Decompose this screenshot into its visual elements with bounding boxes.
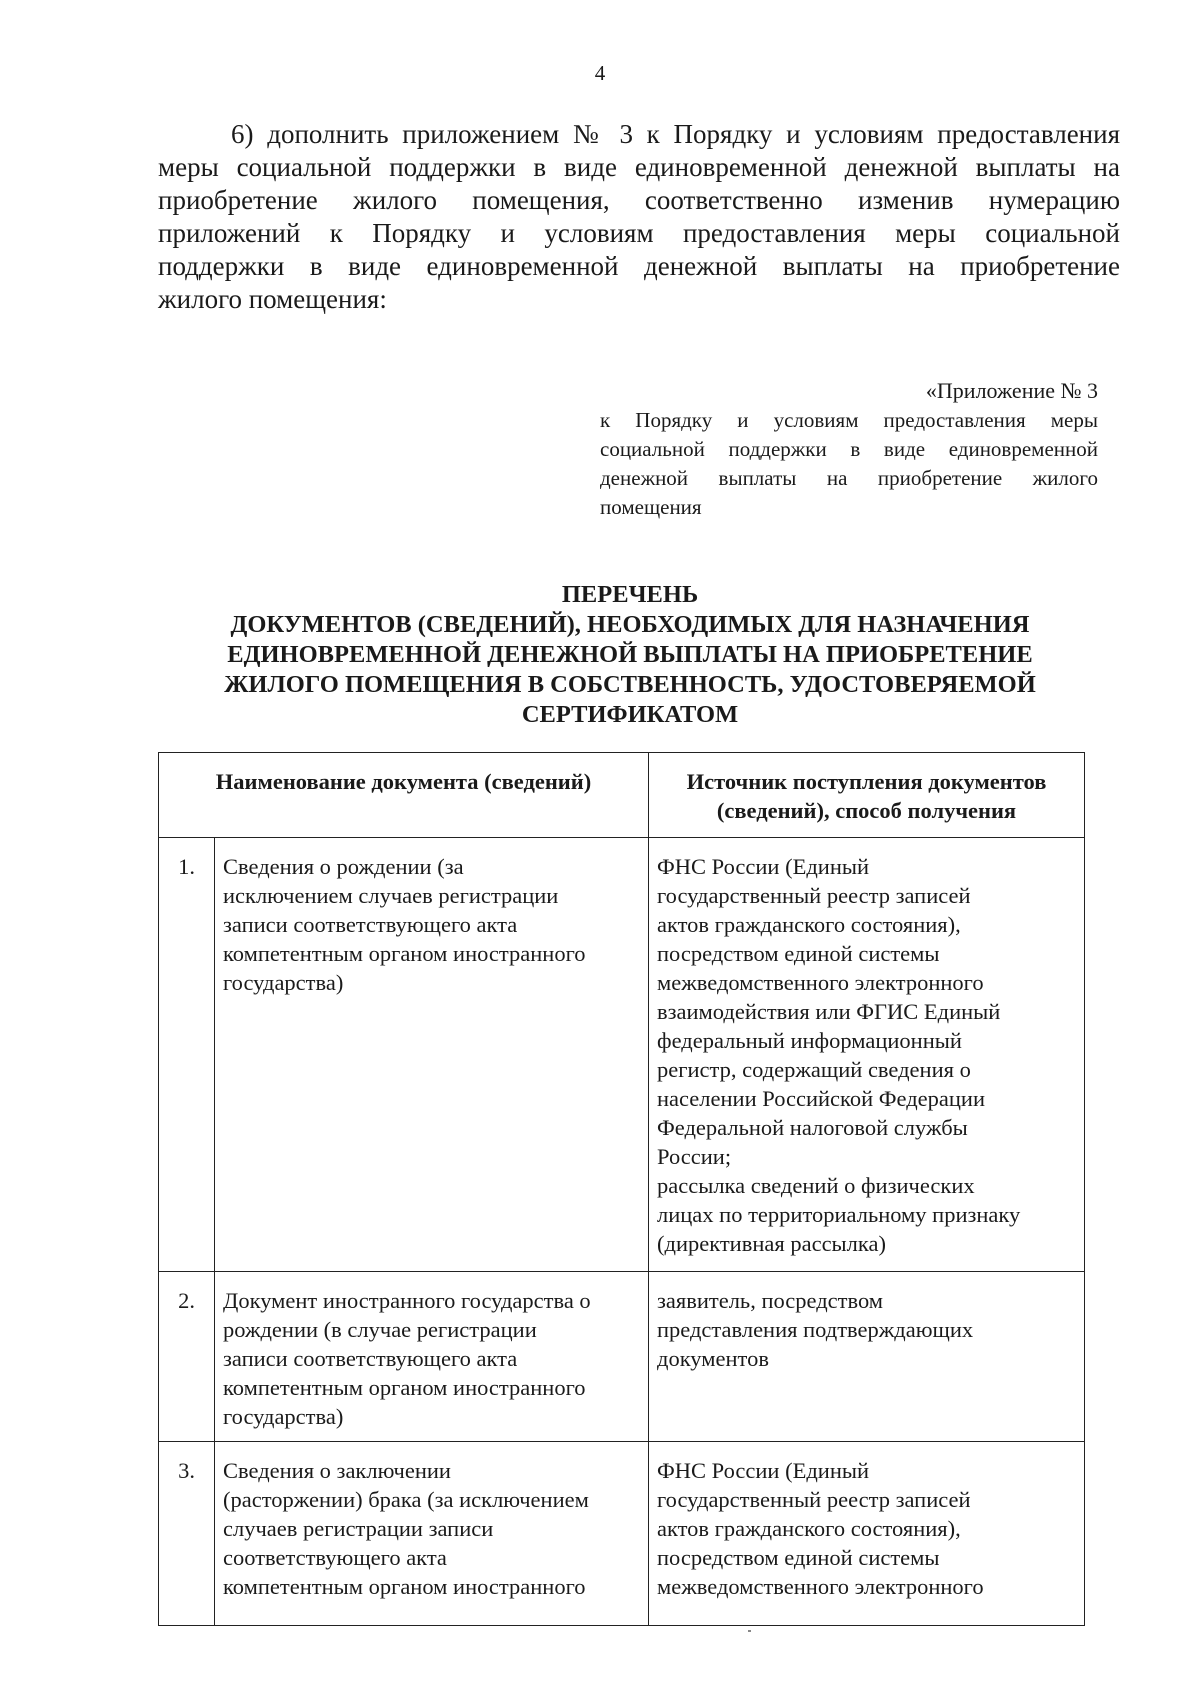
cell-line: компетентным органом иностранного <box>223 1375 586 1400</box>
annex-line: к Порядку и условиям предоставления меры <box>600 408 1098 432</box>
title-line: ПЕРЕЧЕНЬ <box>561 581 699 608</box>
cell-line: записи соответствующего акта <box>223 912 518 937</box>
document-cell <box>215 1442 649 1626</box>
cell-line: представления подтверждающих <box>657 1317 974 1342</box>
document-cell <box>215 1272 649 1442</box>
header-source-line: (сведений), способ получения <box>716 798 1017 823</box>
cell-line: случаев регистрации записи <box>223 1516 494 1541</box>
source-cell <box>649 1442 1085 1626</box>
cell-line: Сведения о рождении (за <box>223 854 464 879</box>
cell-line: посредством единой системы <box>657 941 940 966</box>
cell-line: записи соответствующего акта <box>223 1346 518 1371</box>
cell-line: населении Российской Федерации <box>657 1086 986 1111</box>
cell-line: государственный реестр записей <box>657 1487 971 1512</box>
cell-line: регистр, содержащий сведения о <box>657 1057 971 1082</box>
cell-line: актов гражданского состояния), <box>657 1516 961 1541</box>
row-number: 3. <box>159 1442 215 1626</box>
cell-line: посредством единой системы <box>657 1545 940 1570</box>
cell-line: документов <box>657 1346 769 1371</box>
scan-speck <box>748 1630 751 1632</box>
cell-line: рассылка сведений о физических <box>657 1173 975 1198</box>
document-cell <box>215 838 649 1272</box>
cell-line: компетентным органом иностранного <box>223 1574 586 1599</box>
cell-line: ФНС России (Единый <box>657 1458 870 1483</box>
cell-line: Федеральной налоговой службы <box>657 1115 968 1140</box>
intro-line: 6) дополнить приложением № 3 к Порядку и условиям предоставления <box>231 119 1120 149</box>
intro-line: приложений к Порядку и условиям предоставления меры социальной <box>158 218 1120 248</box>
annex-line: помещения <box>600 495 702 519</box>
cell-line: межведомственного электронного <box>657 1574 984 1599</box>
document-title <box>140 580 1120 730</box>
cell-line: государства) <box>223 1404 344 1429</box>
annex-reference <box>600 376 1098 522</box>
intro-line: поддержки в виде единовременной денежной выплаты на приобретение <box>158 251 1120 281</box>
documents-table <box>158 752 1085 1626</box>
annex-title: «Приложение № 3 <box>925 378 1098 403</box>
cell-line: рождении (в случае регистрации <box>223 1317 537 1342</box>
cell-line: федеральный информационный <box>657 1028 962 1053</box>
cell-line: государственный реестр записей <box>657 883 971 908</box>
title-line: СЕРТИФИКАТОМ <box>521 701 739 728</box>
table-row <box>159 1442 1085 1626</box>
cell-line: (расторжении) брака (за исключением <box>223 1487 589 1512</box>
cell-line: России; <box>657 1144 732 1169</box>
page-number: 4 <box>594 61 606 85</box>
intro-paragraph <box>158 118 1120 316</box>
cell-line: компетентным органом иностранного <box>223 941 586 966</box>
cell-line: заявитель, посредством <box>657 1288 884 1313</box>
cell-line: актов гражданского состояния), <box>657 912 961 937</box>
cell-line: Сведения о заключении <box>223 1458 451 1483</box>
row-number: 1. <box>159 838 215 1272</box>
cell-line: исключением случаев регистрации <box>223 883 559 908</box>
cell-line: ФНС России (Единый <box>657 854 870 879</box>
source-cell <box>649 838 1085 1272</box>
header-document-name: Наименование документа (сведений) <box>159 753 649 838</box>
intro-line: жилого помещения: <box>158 284 387 314</box>
cell-line: взаимодействия или ФГИС Единый <box>657 999 1001 1024</box>
title-line: ЕДИНОВРЕМЕННОЙ ДЕНЕЖНОЙ ВЫПЛАТЫ НА ПРИОБРЕТЕНИЕ <box>227 641 1033 668</box>
table-row <box>159 838 1085 1272</box>
cell-line: (директивная рассылка) <box>657 1231 886 1256</box>
title-line: ЖИЛОГО ПОМЕЩЕНИЯ В СОБСТВЕННОСТЬ, УДОСТОВЕРЯЕМОЙ <box>224 671 1036 698</box>
source-cell <box>649 1272 1085 1442</box>
intro-line: приобретение жилого помещения, соответственно изменив нумерацию <box>158 185 1120 215</box>
table-header-row <box>159 753 1085 838</box>
table-row <box>159 1272 1085 1442</box>
title-line: ДОКУМЕНТОВ (СВЕДЕНИЙ), НЕОБХОДИМЫХ ДЛЯ НАЗНАЧЕНИЯ <box>230 611 1030 638</box>
cell-line: соответствующего акта <box>223 1545 447 1570</box>
annex-line: денежной выплаты на приобретение жилого <box>600 466 1098 490</box>
header-source <box>649 753 1085 838</box>
cell-line: Документ иностранного государства о <box>223 1288 591 1313</box>
cell-line: государства) <box>223 970 344 995</box>
row-number: 2. <box>159 1272 215 1442</box>
annex-line: социальной поддержки в виде единовременной <box>600 437 1098 461</box>
intro-line: меры социальной поддержки в виде единовременной денежной выплаты на <box>158 152 1120 182</box>
header-source-line: Источник поступления документов <box>686 769 1047 794</box>
cell-line: межведомственного электронного <box>657 970 984 995</box>
cell-line: лицах по территориальному признаку <box>657 1202 1021 1227</box>
